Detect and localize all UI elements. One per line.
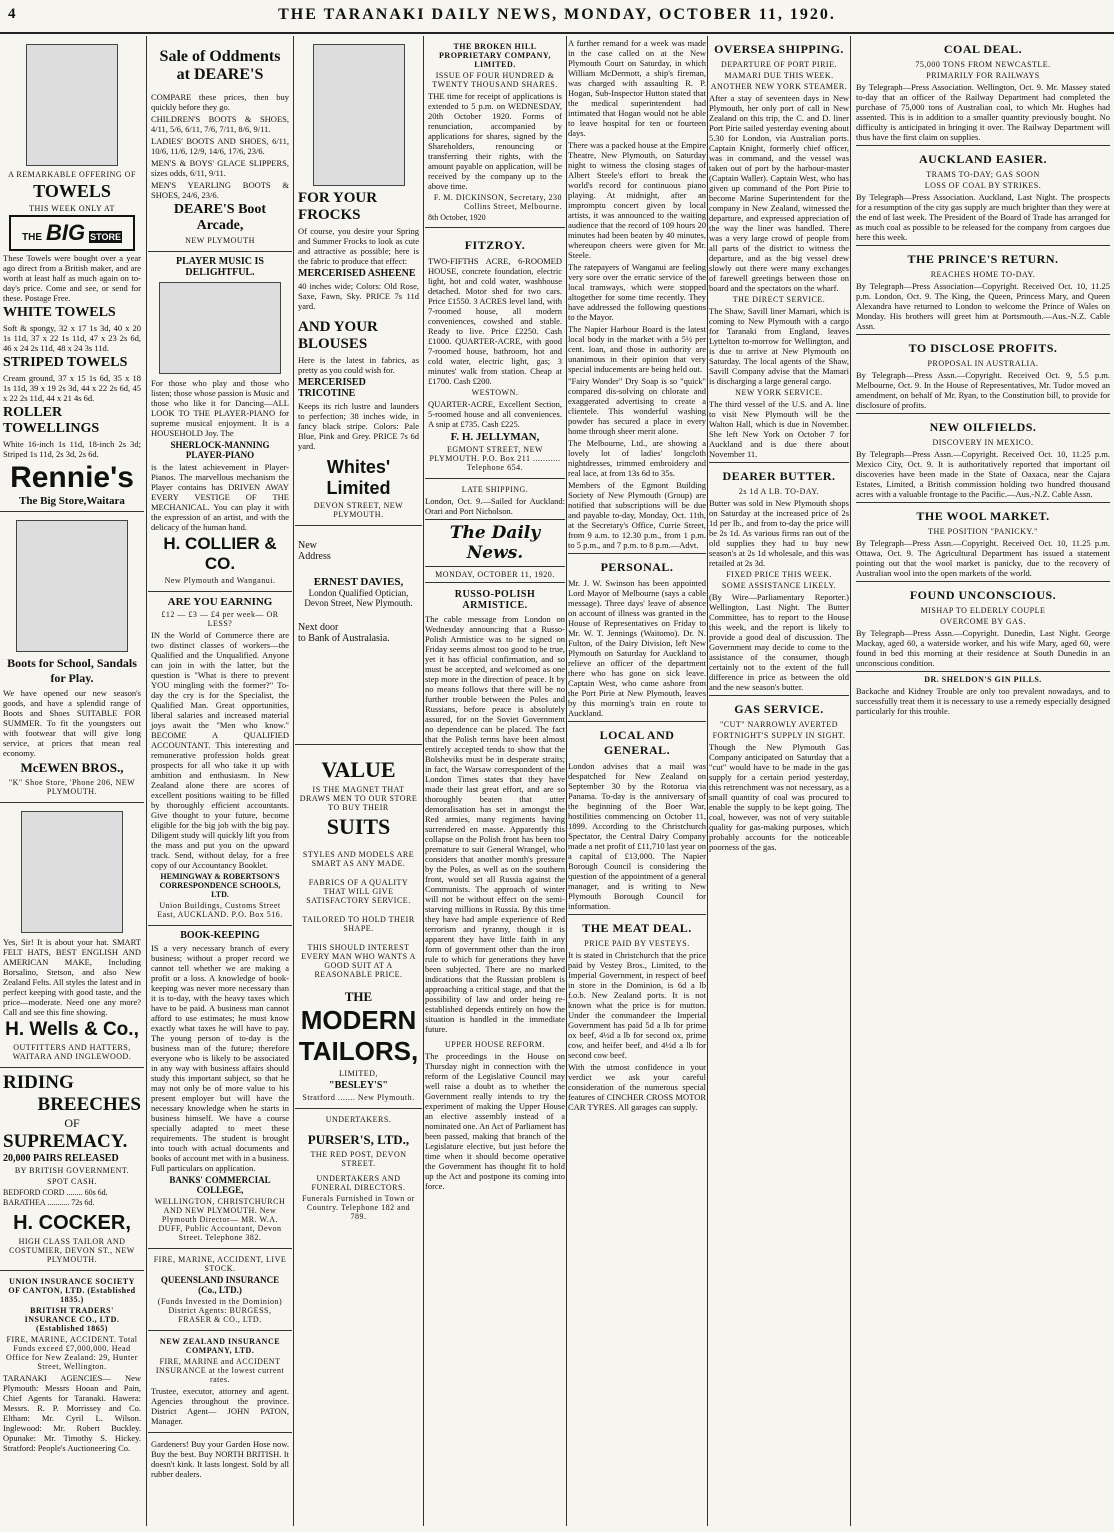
westown-text: QUARTER-ACRE, Excellent Section, 5-roomed house and all conveniences. A snip at £735. Cash £225.: [428, 399, 562, 429]
direct-sub: THE DIRECT SERVICE.: [732, 295, 826, 304]
cocker-sub: HIGH CLASS TAILOR AND COSTUMIER, DEVON ST., NEW PLYMOUTH.: [9, 1237, 135, 1264]
russo-text: The cable message from London on Wednesday announcing that a Russo-Polish Armistice was to be signed on Friday seems almost too good to be true, yet it has official confirmation, and so must be accepted, and welcomed as one step more in the direction of peace. It by no means follows that there will be no further trouble between the Poles and Russians, before peace is absolutely assured, for on the Soviet Government no dependence can be placed. The fact that the Polish terms have been almost entirely accepted tends to show that the Bolsheviks must be in desperate straits; in fact, the Warsaw correspondent of the London Times states that they have made their last great effort, and are so thoroughly beaten that utter demoralisation has set in amongst the Red armies, many regiments having surrendered en masse. Apparently this collapse on the Polish front has been too premature to suit General Wrangel, who considers that another month's pressure by the Poles, as well as on the southern front, would set all Russia against the Communists. The approach of winter will not be without effect on the semi-starving millions in Russia. By this time they have had ample experience of Red terrorism and tyranny, though it is apparent they have little faith in any form of government other than the iron rule to which for generations they have been subjected. There are no marked indications that the Russian problem is approaching a critical stage, and that the possibility of law and order being re-established depends entirely on how the situation is handled in the immediate future.: [425, 614, 565, 1034]
frocks-text: Of course, you desire your Spring and Summer Frocks to look as cute and attractive as possible; here is the fabric to produce that effect:: [298, 226, 419, 266]
shipping-text: London, Oct. 9.—Sailed for Auckland: Orari and Port Nicholson.: [425, 496, 565, 516]
column-1: [0, 36, 144, 1526]
queensland-sub: (Funds Invested in the Dominion) District Agents: BURGESS, FRASER & CO., LTD.: [157, 1297, 283, 1324]
jellyman-sub: EGMONT STREET, NEW PLYMOUTH. P.O. Box 211 ........... Telephone 654.: [429, 445, 561, 472]
gas-text: Though the New Plymouth Gas Company anticipated on Saturday that a "cut" would have to be made in the gas supply for a certain period yesterday, this retrenchment was not necessary, as a small quantity of coal was procured to enable the supply to be kept going. The coal, however, was not of very suitable quality for gas-making purposes, which probably accounts for the noticeable poorness of the gas.: [709, 742, 849, 852]
deares-ad: [148, 36, 292, 252]
bhp-title: THE BROKEN HILL PROPRIETARY COMPANY, LIMITED.: [439, 42, 551, 69]
late-shipping: LATE SHIPPING.: [461, 485, 529, 494]
towels-ad: [0, 36, 144, 512]
mamari-sub: MAMARI DUE THIS WEEK.: [724, 71, 834, 80]
daily-news-title: The Daily News.: [449, 523, 541, 563]
nz-ins-name: NEW ZEALAND INSURANCE COMPANY, LTD.: [159, 1337, 281, 1355]
tailored-text: TAILORED TO HOLD THEIR SHAPE.: [302, 915, 415, 933]
column-rule: [146, 36, 147, 1526]
mcewen-sub: "K" Shoe Store, 'Phone 206, NEW PLYMOUTH.: [8, 778, 136, 796]
column-4: [425, 36, 565, 1526]
fire-marine-2: FIRE, MARINE, ACCIDENT, LIVE STOCK.: [153, 1255, 287, 1273]
gardeners-text: Gardeners! Buy your Garden Hose now. Buy the best. Buy NORTH BRITISH. It doesn't kink. It lasts longest. Sold by all rubber dealers.: [151, 1439, 289, 1479]
banks-sub: WELLINGTON, CHRISTCHURCH AND NEW PLYMOUTH. New Plymouth Director— MR. W.A. DUFF, Public Accountant, Devon Street. Telephone 382.: [154, 1197, 286, 1242]
divider: [568, 721, 706, 722]
wells-sub: OUTFITTERS AND HATTERS, WAITARA AND INGLEWOOD.: [12, 1043, 132, 1061]
proposal-sub: PROPOSAL IN AUSTRALIA.: [927, 359, 1039, 368]
value-title: VALUE: [321, 757, 396, 782]
hemingway-name: HEMINGWAY & ROBERTSON'S CORRESPONDENCE SCHOOLS, LTD.: [159, 872, 281, 899]
daily-date: MONDAY, OCTOBER 11, 1920.: [435, 570, 555, 579]
column-2: [148, 36, 292, 1526]
jellyman-ad: [425, 228, 565, 479]
ship-text: After a stay of seventeen days in New Plymouth, her only port of call in New Zealand on this trip, the C. and D. liner Port Pirie sailed yesterday evening about 5.30 for London, via Australian ports. Captain Knight, formerly chief officer, was in command, and the vessel was taken out of port by the harbour-master (Captain Waller). Captain West, who has given up command of the Port Pirie to become Marine Superintendent for the company in New Zealand, witnessed the departure, and expressed appreciation of the way the liner was handled. There was a very large crowd of people from all parts of the district to witness the departure, and as the big vessel drew slowly out there were many exchanges of farewell greetings between those on board and the spectators on the wharf.: [709, 93, 849, 293]
modern-title: MODERN: [300, 1005, 417, 1035]
found-text: By Telegraph—Press Assn.—Copyright. Dunedin, Last Night. George Mackay, aged 60, a waterside worker, and his wife Mary, aged 60, were found in bed this morning at their residence at South Dunedin in an unconscious condition.: [856, 628, 1110, 668]
rennies-logo: Rennie's: [10, 461, 134, 494]
boot-illustration: [16, 520, 128, 652]
the-label: THE: [344, 989, 373, 1004]
pursers-ad: [295, 1109, 422, 1227]
wells-text: Yes, Sir! It is about your hat. SMART FELT HATS, BEST ENGLISH AND AMERICAN MAKE, Including Borsalino, Stetson, and also New Zealand Felts. All styles the latest and in perfect keeping with good taste, and the price—moderate. Need one any more? Call and see this fine showing.: [3, 937, 141, 1017]
trams-sub: TRAMS TO-DAY; GAS SOON: [926, 170, 1040, 179]
sale-title: Sale of Oddments at DEARE'S: [159, 48, 281, 83]
cut-sub: "CUT" NARROWLY AVERTED: [719, 720, 839, 729]
cocker-name: H. COCKER,: [13, 1212, 131, 1234]
disclose-title: TO DISCLOSE PROFITS.: [908, 341, 1058, 355]
bedford: BEDFORD CORD ........ 60s 6d.: [3, 1188, 108, 1197]
divider: [856, 671, 1110, 672]
column-rule: [423, 36, 424, 1526]
riding-ad: [0, 1068, 144, 1271]
divider: [856, 245, 1110, 246]
fortnight-sub: FORTNIGHT'S SUPPLY IN SIGHT.: [712, 731, 846, 740]
auckland-text: By Telegraph—Press Association. Auckland, Last Night. The prospects for a resumption of the city gas supply are much brighter than they were at the end of last week. The President of the Board of Trade has arranged for as much coal as possible to be released for the company from cargoes due here this week.: [856, 192, 1110, 242]
address-label: Address: [298, 551, 331, 562]
divider: [856, 413, 1110, 414]
banks-ad: [148, 926, 292, 1249]
hemingway-sub: Union Buildings, Customs Street East, AUCKLAND. P.O. Box 516.: [157, 901, 283, 919]
hat-illustration: [21, 811, 123, 933]
bhp-issue: ISSUE OF FOUR HUNDRED & TWENTY THOUSAND SHARES.: [432, 71, 558, 89]
divider: [856, 145, 1110, 146]
pills-title: DR. SHELDON'S GIN PILLS.: [924, 675, 1042, 684]
towels-text: These Towels were bought over a year ago direct from a British maker, and are worth at least half as much again on to-day's price. Come and see, or send for these. Postage Free.: [3, 253, 141, 303]
westown-title: WESTOWN.: [471, 388, 519, 397]
earning-text: IN the World of Commerce there are two distinct classes of workers—the Qualified and the Unqualified. Anyone can join in with the latter, but the question is "What is there to prevent YOU mingling with the former?" To-day the cry is for the Specialist, the Qualified Man. Great opportunities, liberal salaries and increased material joys await the "Men who know." BECOME A QUALIFIED ACCOUNTANT. This interesting and remunerative profession holds great prospects for all who take it up with ambition and enthusiasm. In New Zealand alone there are scores of excellent positions waiting to be filled by thoroughly efficient accountants. Give thought to your future, become eligible for the big job with the big pay. Diligent study will quickly lift you from the mass and put you on the upward track. Send, without delay, for a free copy of our Accountancy Booklet.: [151, 630, 289, 870]
spot-cash: SPOT CASH.: [47, 1177, 97, 1186]
sherlock-title: SHERLOCK-MANNING PLAYER-PIANO: [170, 440, 270, 460]
lady-illustration: [313, 44, 405, 186]
collier-sub: New Plymouth and Wanganui.: [164, 576, 276, 585]
store-big: BIG: [46, 220, 86, 245]
bhp-secretary: F. M. DICKINSON, Secretary, 230 Collins Street, Melbourne.: [433, 193, 562, 211]
bhp-date: 8th October, 1920: [428, 213, 486, 222]
divider: [709, 462, 849, 463]
mishap-sub: MISHAP TO ELDERLY COUPLE: [920, 606, 1046, 615]
dearer-title: DEARER BUTTER.: [722, 469, 836, 483]
disclose-text: By Telegraph—Press Assn.—Copyright. Received Oct. 9, 5.5 p.m. Melbourne, Oct. 9. In the House of Representatives, Mr. Tudor moved an amendment, on behalf of Mr. Ryan, to the Constitution bill, to provide for disclosure of profits.: [856, 370, 1110, 410]
tailors-title: TAILORS,: [298, 1036, 419, 1066]
overcome-sub: OVERCOME BY GAS.: [940, 617, 1026, 626]
player-title: PLAYER MUSIC IS DELIGHTFUL.: [176, 256, 264, 278]
pairs: 20,000 PAIRS RELEASED: [3, 1153, 119, 1164]
pursers-name: PURSER'S, LTD.,: [307, 1132, 410, 1147]
column-3: [295, 36, 422, 1526]
blouses-title: AND YOUR BLOUSES: [298, 319, 378, 352]
local-text: London advises that a mail was despatched for New Zealand on September 30 by the Rotorua via Panama. To-day is the anniversary of the beginning of the Boer War, hostilities commencing on October 11, 1899. According to the Christchurch Spectator, the Central Dairy Company made a net profit of £11,710 last year on a capital of £13,000. The Napier Borough Council is considering the question of the appointment of a general manager, and is writing to New Plymouth Borough Council for information.: [568, 761, 706, 911]
next-door: Next door: [298, 622, 339, 633]
loss-sub: LOSS OF COAL BY STRIKES.: [924, 181, 1042, 190]
fitzroy-title: FITZROY.: [464, 238, 526, 252]
collier-name: H. COLLIER & CO.: [163, 534, 277, 573]
bookkeeping-text: IS a very necessary branch of every business; without a proper record we cannot tell whether we are making a profit or a loss. A knowledge of book-keeping was never more necessary than it is to-day, with the heavy taxes which have to be paid. A business man cannot afford to use estimates; he must know exactly what taxes he will have to pay. The young person of to-day is the business man of the future; therefore everyone who is likely to be associated in any way with business affairs should study this important subject, so that he may not only be of more value to his present employer but will have the necessary knowledge when he starts in business himself. We have a course specially adapted to meet these requirements. The student is brought into touch with actual documents and books of account met with in a business. Full particulars on application.: [151, 943, 289, 1173]
panicky-sub: THE POSITION "PANICKY.": [928, 527, 1038, 536]
mens-slippers: MEN'S & BOYS' GLACE SLIPPERS, sizes odds, 6/11, 9/11.: [151, 158, 289, 178]
page-number: 4: [8, 6, 16, 22]
big-store-logo: [9, 215, 135, 251]
fitzroy-text: TWO-FIFTHS ACRE, 6-ROOMED HOUSE, concrete foundation, electric light, hot and cold water, washhouse detached. Motor shed for two cars. Price £1550. 3 ACRES level land, with 7-roomed house, all modern conveniences, cowshed and stable. Ready to live. Price £2250. Cash £1000. QUARTER-ACRE, with good 7-roomed house, bathroom, hot and cold water, electric light, gas; 3 minutes' walk from station. Cheap at £1700. Cash £200.: [428, 256, 562, 386]
remand-text: A further remand for a week was made in the case called on at the New Plymouth Court on Saturday, in which William McDermott, a ship's fireman, was charged with assaulting R. P. Hogan, Sub-Inspector Hutton stated that the medical superintendent had intimated that Hogan would not be able to leave hospital for ten or fourteen days.: [568, 38, 706, 138]
meat-title: THE MEAT DEAL.: [582, 921, 692, 935]
meat-sub: PRICE PAID BY VESTEYS.: [584, 939, 690, 948]
bhp-notice: [425, 36, 565, 228]
reaches-sub: REACHES HOME TO-DAY.: [930, 270, 1036, 279]
davies-name: ERNEST DAVIES,: [313, 576, 404, 588]
undertakers-directors: UNDERTAKERS AND FUNERAL DIRECTORS.: [311, 1174, 406, 1192]
napier-text: The Napier Harbour Board is the latest local body in the market with a 5½ per cent. loan, and those in authority are unanimous in their opinion that very special inducements are being held out.: [568, 324, 706, 374]
wanganui-text: The ratepayers of Wanganui are feeling very sore over the erratic service of the local tramways, which were stopped altogether for some time recently. They have addressed the following questions to the Mayor.: [568, 262, 706, 322]
whites-ad: [295, 36, 422, 526]
tricotine-text: Keeps its rich lustre and launders to perfection; 38 inches wide, in fancy black stripe. Colors: Pale Blue, Pink and Grey. PRICE 7s 6d yard.: [298, 401, 419, 451]
undertakers-label: UNDERTAKERS.: [325, 1115, 392, 1124]
breeches: BREECHES: [37, 1094, 141, 1115]
divider: [425, 519, 565, 520]
stratford-label: Stratford ....... New Plymouth.: [302, 1093, 415, 1102]
earning-sub: £12 — £3 — £4 per week— OR LESS?: [161, 610, 279, 628]
nz-insurance-ad: [148, 1331, 292, 1433]
local-title: LOCAL AND GENERAL.: [599, 728, 675, 757]
boots-ad: [0, 512, 144, 803]
rennies-sub: The Big Store,Waitara: [19, 495, 125, 507]
primarily-sub: PRIMARILY FOR RAILWAYS: [926, 71, 1040, 80]
building-society-text: Members of the Egmont Building Society of New Plymouth (Group) are notified that subscriptions will be due and payable to-day, Monday, Oct. 11th, at the Secretary's Office, Currie Street, from 9 a.m. to 12.30 p.m., from 1 p.m. to 5 p.m., and 7 p.m. to 8 p.m.—Advt.: [568, 480, 706, 550]
white-text: Soft & spongy, 32 x 17 1s 3d, 40 x 20 1s 11d, 37 x 22 1s 11d, 47 x 23 2s 6d, 46 x 24 2s 11d, 48 x 24 3s 11d.: [3, 323, 141, 353]
divider: [568, 914, 706, 915]
meat-text: It is stated in Christchurch that the price paid by Vestey Bros., Limited, to the Imperial Government, in respect of beef in store in the Dominion, is 6d a lb f.o.b. New Zealand ports. It is not known what the price is for mutton. Under the commandeer the Imperial Government has paid 5d a lb for prime ox beef, 4½d a lb for second ox, prime cow, and heifer beef, and 4½d a lb for second cow beef.: [568, 950, 706, 1060]
found-title: FOUND UNCONSCIOUS.: [909, 588, 1057, 602]
sherlock-text: is the latest achievement in Player-Pianos. The marvellous mechanism the Player contains has DRIVEN AWAY EVERY VESTIGE OF THE MECHANICAL. You can play it with the expression of an artist, and with the delicacy of the human hand.: [151, 462, 289, 532]
union-insurance: UNION INSURANCE SOCIETY OF CANTON, LTD. (Established 1835.): [8, 1277, 136, 1304]
bank-label: to Bank of Australasia.: [298, 633, 390, 644]
barathea: BARATHEA ........... 72s 6d.: [3, 1198, 95, 1207]
children-boots: CHILDREN'S BOOTS & SHOES, 4/11, 5/6, 6/11, 7/6, 7/11, 8/6, 9/11.: [151, 114, 289, 134]
store-word: STORE: [90, 232, 121, 242]
wells-ad: [0, 803, 144, 1068]
tricotine-title: MERCERISED TRICOTINE: [298, 377, 366, 399]
divider: [425, 582, 565, 583]
gas-title: GAS SERVICE.: [734, 702, 824, 716]
newspaper-title: THE TARANAKI DAILY NEWS, MONDAY, OCTOBER 11, 1920.: [278, 6, 836, 23]
oil-text: By Telegraph—Press Assn.—Copyright. Received Oct. 10, 11.25 p.m. Mexico City, Oct. 9. It is authoritatively reported that important oil discoveries have been made in the State of Oaxaca, near the Cajara Estates, Limited, a British commission holding two hundred thousand acres with a valuable frontage to the Pacific.—Aus.-N.Z. Cable Assn.: [856, 449, 1110, 499]
column-5: [568, 36, 706, 1526]
fixed-sub: FIXED PRICE THIS WEEK.: [726, 570, 832, 579]
pills-text: Backache and Kidney Trouble are only too prevalent nowadays, and to successfully treat them it is necessary to use a remedy especially designed particularly for this trouble.: [856, 686, 1110, 716]
player-text: For those who play and those who listen; those whose passion is Music and those who like it for Dancing—ALL LOOK TO THE PLAYER-PIANO for supreme musical enjoyment. It is a HOUSEHOLD Joy. The: [151, 378, 289, 438]
should-text: THIS SHOULD INTEREST EVERY MAN WHO WANTS A GOOD SUIT AT A REASONABLE PRICE.: [301, 943, 416, 979]
new-label: New: [298, 540, 317, 551]
suits-title: SUITS: [326, 814, 391, 839]
divider: [856, 502, 1110, 503]
mens-yearling: MEN'S YEARLING BOOTS & SHOES, 24/6, 23/6.: [151, 180, 289, 200]
striped-text: Cream ground, 37 x 15 1s 6d, 35 x 18 1s 11d, 39 x 19 2s 3d, 44 x 22 2s 6d, 45 x 22 2s 11d, 44 x 21 4s 6d.: [3, 373, 141, 403]
column-rule: [293, 36, 294, 1526]
discovery-sub: DISCOVERY IN MEXICO.: [932, 438, 1034, 447]
towels-title: TOWELS: [33, 181, 111, 201]
besleys-label: "BESLEY'S": [329, 1080, 388, 1091]
deares-name: DEARE'S Boot Arcade,: [173, 202, 267, 233]
wool-title: THE WOOL MARKET.: [916, 509, 1050, 523]
column-rule: [707, 36, 708, 1526]
funerals-label: Funerals Furnished in Town or Country. Telephone 182 and 789.: [302, 1194, 415, 1221]
tyres-text: With the utmost confidence in your verdict we ask your careful consideration of the numerous special features of CINCHER CROSS MOTOR CAR TYRES. All garages can supply.: [568, 1062, 706, 1112]
earning-title: ARE YOU EARNING: [167, 596, 273, 608]
boots-title: Boots for School, Sandals for Play.: [7, 656, 137, 685]
roller-towellings: ROLLER TOWELLINGS: [3, 405, 100, 436]
frocks-title: FOR YOUR FROCKS: [298, 190, 378, 223]
newyork-text: The third vessel of the U.S. and A. line to visit New Plymouth will be the Walton Hall, which is due in November. She left New York on October 7 for Auckland and is due there about November 11.: [709, 399, 849, 459]
divider: [425, 566, 565, 567]
upper-house-title: UPPER HOUSE REFORM.: [445, 1040, 545, 1049]
queensland-name: QUEENSLAND INSURANCE (Co., LTD.): [160, 1275, 280, 1295]
roller-text: White 16-inch 1s 11d, 18-inch 2s 3d; Striped 1s 11d, 2s 3d, 2s 6d.: [3, 439, 141, 459]
russo-title: RUSSO-POLISH ARMISTICE.: [454, 589, 536, 611]
banks-name: BANKS' COMMERCIAL COLLEGE,: [169, 1175, 271, 1195]
piano-illustration: [159, 282, 281, 374]
piano-record-text: There was a packed house at the Empire Theatre, New Plymouth, on Saturday night to witness the closing stages of Albert Steele's effort to break the world's record for continuous piano playing. At midnight, after an impromptu concert given by local artists, it was announced to the waiting audience that the record of 109 hours 20 minutes had been beaten by 40 minutes, whereupon cheers were given for Mr. Steele.: [568, 140, 706, 260]
dearer-sub: 2s 1d A LB. TO-DAY.: [738, 487, 820, 496]
value-text: IS THE MAGNET THAT DRAWS MEN TO OUR STORE TO BUY THEIR: [299, 785, 418, 812]
coal-sub: 75,000 TONS FROM NEWCASTLE.: [915, 60, 1051, 69]
soap-text: "Fairy Wonder" Dry Soap is so "quick" compared dis-solving on chlorate and exaggerated advertising to create a clientele. This wonderful washing powder has secured a place in every home through sheer merit alone.: [568, 376, 706, 436]
column-rule: [566, 36, 567, 1526]
wool-text: By Telegraph—Press Assn.—Copyright. Received Oct. 10, 11.25 p.m. Ottawa, Oct. 9. The Agricultural Department has issued a statement pointing out that the wool market is panicky, due to the recovery of Australian wool into the open markets of the world.: [856, 538, 1110, 578]
asheene-title: MERCERISED ASHEENE: [298, 268, 416, 279]
auckland-title: AUCKLAND EASIER.: [918, 152, 1048, 166]
queensland-ad: [148, 1249, 292, 1331]
styles-text: STYLES AND MODELS ARE SMART AS ANY MADE.: [302, 850, 415, 868]
ladies-boots: LADIES' BOOTS AND SHOES, 6/11, 10/6, 11/6, 12/9, 14/6, 17/6, 23/6.: [151, 136, 289, 156]
sale-text: COMPARE these prices, then buy quickly before they go.: [151, 92, 289, 112]
upper-house-text: The proceedings in the House on Thursday night in connection with the reform of the Legislative Council may well raise a doubt as to whether the Government really intends to try the experiment of making the Upper House an elective assembly instead of a nominated one. An Act of Parliament has been passed, making that branch of the Legislature elective, but just before the time when it should become operative the Government has thought fit to hold up the Act and postpone its coming into force.: [425, 1051, 565, 1191]
personal-text: Mr. J. W. Swinson has been appointed Lord Mayor of Melbourne (says a cable message). Three days' leave of absence on account of illness was granted in the House of Representatives on Friday to Mr. W. T. Jennings (Waitomo). Dr. N. Fulton, of the Dairy Division, left New Plymouth on Saturday for Auckland to relieve an officer of the department there who has gone on sick leave. Captain West, who came ashore from the Port Pirie at New Plymouth, leaves by this morning's train en route to Auckland.: [568, 578, 706, 718]
riding: RIDING: [3, 1072, 74, 1093]
bhp-text: THE time for receipt of applications is extended to 5 p.m. on WEDNESDAY, 20th October 1920. Forms of renunciation, accompanied by applications for shares, signed by the Shareholders, renouncing or transferring their rights, with the amount payable on application, will be received by the company up to the above time.: [428, 91, 562, 191]
supremacy: SUPREMACY.: [3, 1131, 128, 1152]
personal-title: PERSONAL.: [600, 560, 674, 574]
striped-towels: STRIPED TOWELS: [3, 355, 128, 370]
column-6: [709, 36, 849, 1526]
coal-title: COAL DEAL.: [943, 42, 1023, 56]
by-british: BY BRITISH GOVERNMENT.: [14, 1166, 130, 1175]
redpost-label: THE RED POST, DEVON STREET.: [310, 1150, 407, 1168]
asheene-text: 40 inches wide; Colors: Old Rose, Saxe, Fawn, Sky. PRICE 7s 11d yard.: [298, 281, 419, 311]
newyork-sub: NEW YORK SERVICE.: [735, 388, 823, 397]
wells-name: H. Wells & Co.,: [5, 1019, 139, 1040]
wire-text: (By Wire—Parliamentary Reporter.) Wellington, Last Night. The Butter Committee, has to report to the House this week, and the report is likely to provide a good deal of discussion. The Government may decide to come to the assistance of the consumer, though certainly not to the extent of the full difference in price as between the old and the new season's butter.: [709, 592, 849, 692]
hemingway-ad: [148, 592, 292, 926]
another-sub: ANOTHER NEW YORK STEAMER.: [710, 82, 848, 91]
of: OF: [64, 1116, 80, 1130]
direct-text: The Shaw, Savill liner Mamari, which is coming to New Plymouth with a cargo for Taranaki from England, leaves Lyttelton to-morrow for Wellington, and is due to arrive at New Plymouth on Saturday. The local agents of the Shaw, Savill Company advise that the Mamari is discharging a large general cargo.: [709, 306, 849, 386]
nz-ins-sub: FIRE, MARINE and ACCIDENT INSURANCE at the lowest current rates.: [155, 1357, 285, 1384]
towels-intro: A REMARKABLE OFFERING OF: [8, 170, 136, 179]
melbourne-text: The Melbourne, Ltd., are showing a lovely lot of ladies' longcloth nightdresses, trimmed embroidery and real lace, at from 13s 6d to 35s.: [568, 438, 706, 478]
divider: [856, 334, 1110, 335]
oversea-title: OVERSEA SHIPPING.: [714, 42, 844, 56]
davies-ad: [295, 526, 422, 745]
store-the: THE: [22, 232, 43, 243]
limited-label: LIMITED,: [339, 1069, 378, 1078]
collier-ad: [148, 252, 292, 592]
column-rule: [850, 36, 851, 1526]
british-traders: BRITISH TRADERS' INSURANCE CO., LTD. (Established 1865): [24, 1306, 120, 1333]
whites-sub: DEVON STREET, NEW PLYMOUTH.: [313, 501, 404, 519]
fabrics-text: FABRICS OF A QUALITY THAT WILL GIVE SATISFACTORY SERVICE.: [306, 878, 411, 905]
oilfields-title: NEW OILFIELDS.: [929, 420, 1037, 434]
modern-tailors-ad: [295, 745, 422, 1109]
towels-sub: THIS WEEK ONLY AT: [29, 204, 115, 213]
princes-text: By Telegraph—Press Association—Copyright. Received Oct. 10, 11.25 p.m. London, Oct. 9. The King, the Queen, Princess Mary, and Queen Alexandra have returned to London to welcome the Prince of Wales on Monday. His brothers will greet him at Portsmouth.—Aus.-N.Z. Cable Assn.: [856, 281, 1110, 331]
column-7: [852, 36, 1110, 1526]
blouses-text: Here is the latest in fabrics, as pretty as you could wish for.: [298, 355, 419, 375]
towel-illustration: [26, 44, 118, 166]
davies-sub: London Qualified Optician, Devon Street, New Plymouth.: [304, 588, 413, 608]
coal-text: By Telegraph—Press Association. Wellington, Oct. 9. Mr. Massey stated to-day that an officer of the Railway Department had completed the purchase of 75,000 tons of Australian coal, to which Mr. Hughes had assented. This is in addition to a smaller quantity previously bought. No difficulty is anticipated in bringing it over. The Railway Department will thus have the first claim on supplies.: [856, 82, 1110, 142]
assistance-sub: SOME ASSISTANCE LIKELY.: [721, 581, 837, 590]
divider: [709, 695, 849, 696]
divider: [568, 553, 706, 554]
hose-ad: [148, 1433, 292, 1485]
nz-ins-text: Trustee, executor, attorney and agent. Agencies throughout the province. District Agent— JOHN PATON, Manager.: [151, 1386, 289, 1426]
bookkeeping-title: BOOK-KEEPING: [180, 930, 260, 941]
white-towels: WHITE TOWELS: [3, 305, 116, 320]
whites-name: Whites' Limited: [326, 457, 391, 498]
boots-text: We have opened our new season's goods, and have a splendid range of Boots and Shoes SUITABLE FOR SUMMER. To fit the youngsters out with footwear that will give long service, at prices that mean real economy.: [3, 688, 141, 758]
masthead: [0, 0, 1114, 34]
divider: [856, 581, 1110, 582]
fire-marine: FIRE, MARINE, ACCIDENT. Total Funds exceed £7,000,000. Head Office for New Zealand: 29, Hunter Street, Wellington.: [6, 1335, 138, 1371]
dearer-text: Butter was sold in New Plymouth shops on Saturday at the increased price of 2s 1d per lb., and from to-day the price will be 2s 1d. As various firms ran out of the old supplies they had to buy new season's at 2s 1d wholesale, and this was retailed at 2s 3d.: [709, 498, 849, 568]
agencies: TARANAKI AGENCIES— New Plymouth: Messrs Hooan and Pain, Chief Agents for Taranaki. Hawera: Messrs. R. P. Morrissey and Co. Eltham: Mr. Cyril L. Wilson. Inglewood: Mr. Robert Buckley. Opunake: Mr. Timothy S. Hickey. Stratford: People's Auctioneering Co.: [3, 1373, 141, 1453]
jellyman-name: F. H. JELLYMAN,: [450, 431, 540, 443]
mcewen-name: McEWEN BROS.,: [20, 760, 124, 775]
insurance-ad: [0, 1271, 144, 1459]
deares-sub: NEW PLYMOUTH: [185, 236, 255, 245]
departure-sub: DEPARTURE OF PORT PIRIE.: [721, 60, 837, 69]
princes-title: THE PRINCE'S RETURN.: [907, 252, 1059, 266]
